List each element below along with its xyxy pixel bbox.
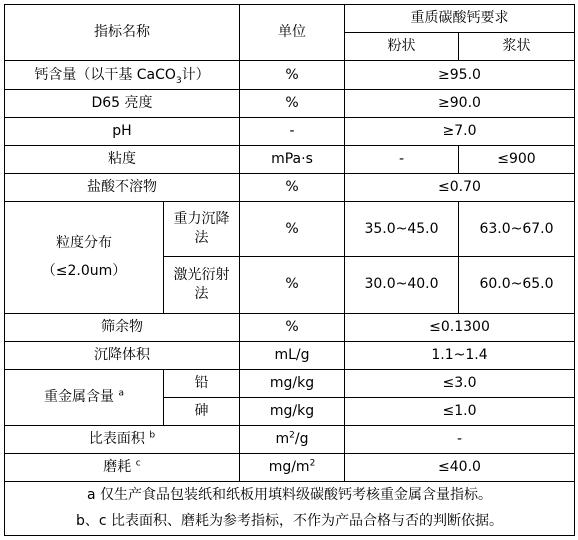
ph-unit: - <box>240 118 345 146</box>
arsenic-element: 砷 <box>164 397 240 425</box>
lead-value: ≤3.0 <box>345 369 575 397</box>
sieve-value: ≤0.1300 <box>345 313 575 341</box>
calcium-unit: % <box>240 61 345 90</box>
gravity-method: 重力沉降法 <box>164 202 240 257</box>
row-ph <box>5 118 575 146</box>
footnotes <box>5 481 575 535</box>
header-requirement: 重质碳酸钙要求 <box>345 5 575 33</box>
ph-name: pH <box>5 118 240 146</box>
header-unit: 单位 <box>240 5 345 61</box>
row-notes <box>5 481 575 535</box>
row-acid-insoluble <box>5 174 575 202</box>
row-viscosity <box>5 146 575 174</box>
viscosity-powder: - <box>345 146 459 174</box>
brightness-unit: % <box>240 90 345 118</box>
laser-powder: 30.0~40.0 <box>345 257 459 313</box>
calcium-value: ≥95.0 <box>345 61 575 90</box>
row-brightness <box>5 90 575 118</box>
brightness-value: ≥90.0 <box>345 90 575 118</box>
spec-table <box>4 4 575 536</box>
particle-label: 粒度分布 <box>56 234 112 251</box>
laser-method: 激光衍射法 <box>164 257 240 313</box>
row-abrasion <box>5 453 575 481</box>
laser-unit: % <box>240 257 345 313</box>
row-particle-gravity <box>5 202 575 257</box>
row-calcium <box>5 61 575 90</box>
settling-value: 1.1~1.4 <box>345 341 575 369</box>
abrasion-value: ≤40.0 <box>345 453 575 481</box>
header-slurry: 浆状 <box>459 33 575 61</box>
row-surface-area <box>5 425 575 453</box>
arsenic-unit: mg/kg <box>240 397 345 425</box>
particle-name <box>5 202 164 313</box>
sieve-name: 筛余物 <box>5 313 240 341</box>
abrasion-unit: $mg/m^2$ <box>240 453 345 481</box>
calcium-name: 钙含量（以干基 CaCO$_3$计） <box>5 61 240 90</box>
particle-range: （≤2.0um） <box>41 262 127 279</box>
surface-area-unit: $m^2/g$ <box>240 425 345 453</box>
acid-insoluble-name: 盐酸不溶物 <box>5 174 240 202</box>
header-row <box>5 5 575 33</box>
acid-insoluble-unit: % <box>240 174 345 202</box>
ph-value: ≥7.0 <box>345 118 575 146</box>
brightness-name: D65 亮度 <box>5 90 240 118</box>
laser-slurry: 60.0~65.0 <box>459 257 575 313</box>
header-indicator: 指标名称 <box>5 5 240 61</box>
lead-element: 铅 <box>164 369 240 397</box>
arsenic-value: ≤1.0 <box>345 397 575 425</box>
footnote-a: a 仅生产食品包装纸和纸板用填料级碳酸钙考核重金属含量指标。 <box>86 486 493 503</box>
footnote-bc: b、c 比表面积、磨耗为参考指标，不作为产品合格与否的判断依据。 <box>75 512 504 529</box>
viscosity-name: 粘度 <box>5 146 240 174</box>
row-lead <box>5 369 575 397</box>
lead-unit: mg/kg <box>240 369 345 397</box>
viscosity-slurry: ≤900 <box>459 146 575 174</box>
header-powder: 粉状 <box>345 33 459 61</box>
row-settling <box>5 341 575 369</box>
gravity-unit: % <box>240 202 345 257</box>
gravity-slurry: 63.0~67.0 <box>459 202 575 257</box>
sieve-unit: % <box>240 313 345 341</box>
settling-unit: mL/g <box>240 341 345 369</box>
acid-insoluble-value: ≤0.70 <box>345 174 575 202</box>
gravity-powder: 35.0~45.0 <box>345 202 459 257</box>
abrasion-name: 磨耗 $^c$ <box>5 453 240 481</box>
viscosity-unit: mPa·s <box>240 146 345 174</box>
settling-name: 沉降体积 <box>5 341 240 369</box>
heavy-metal-name: 重金属含量 $^a$ <box>5 369 164 425</box>
row-sieve <box>5 313 575 341</box>
surface-area-value: - <box>345 425 575 453</box>
surface-area-name: 比表面积 $^b$ <box>5 425 240 453</box>
